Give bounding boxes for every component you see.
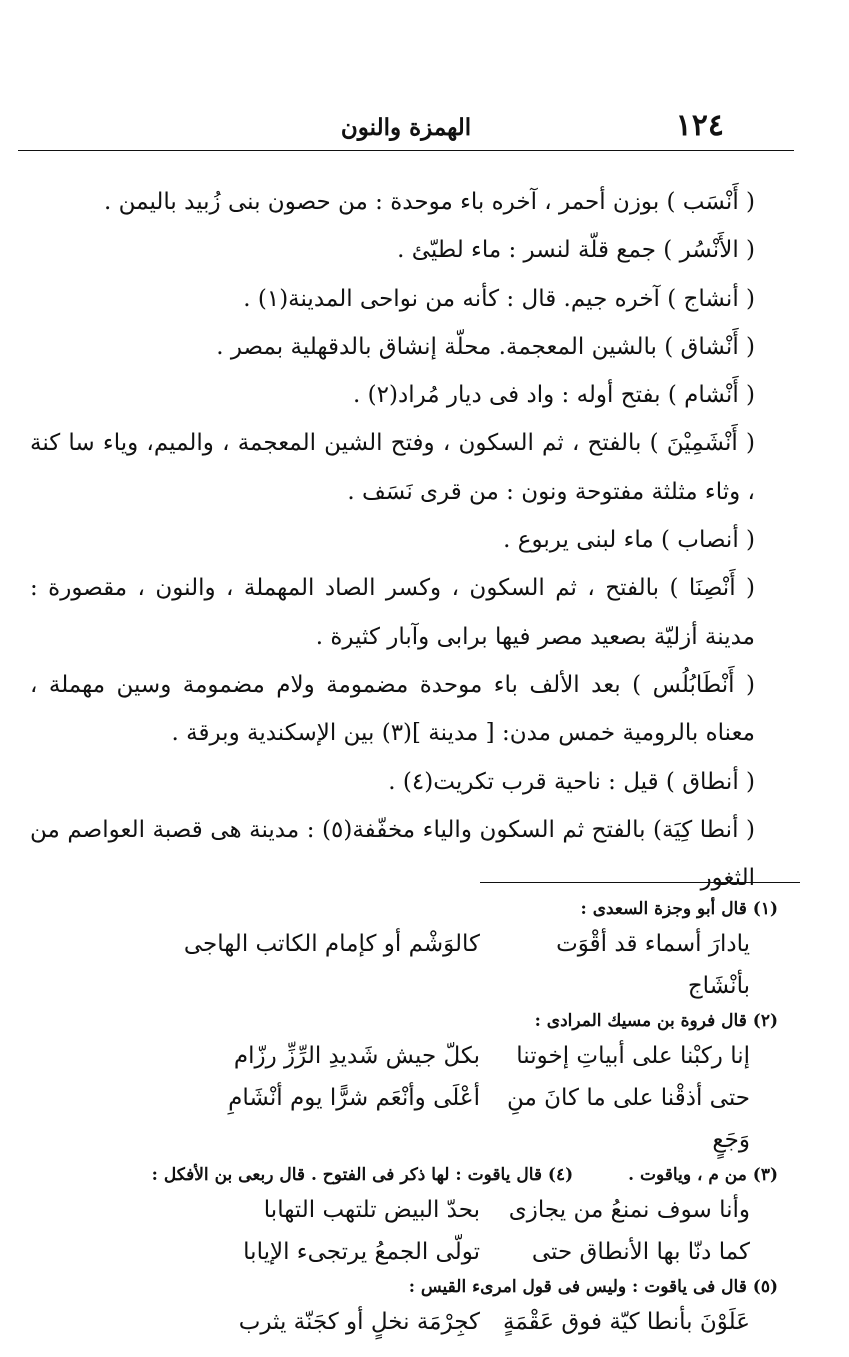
entry-anshaj: ( أنشاج ) آخره جيم. قال : كأنه من نواحى المدينة(١) . [243,285,755,312]
verse-second-hemistich: بحدّ البيض تلتهب التهابا [263,1197,480,1223]
footnote-4-verse-1 [30,1189,790,1231]
footnote-1-intro: (١) قال أبو وجزة السعدى : [580,899,778,919]
page-header [18,108,794,152]
verse-second-hemistich: أعْلَى وأنْعَم شرًّا يوم أنْشَامِ [228,1085,480,1111]
verse-first-hemistich: حتى أذقْنا على ما كانَ منِ وَجَعٍ [507,1085,750,1153]
entry-ansina: ( أَنْصِنَا ) بالفتح ، ثم السكون ، وكسر الصاد المهملة ، والنون ، مقصورة : مدينة أزليّة بصعيد مصر فيها برابى وآبار كثيرة . [30,575,755,650]
footnote-5-verse [30,1301,790,1343]
footnote-1-verse [30,923,790,1007]
footnote-separator [480,882,800,883]
verse-first-hemistich: إنا ركبْنا على أبياتِ إخوتنا [516,1043,750,1069]
footnote-2-intro: (٢) قال فروة بن مسيك المرادى : [534,1011,778,1031]
footnote-2-verse-2 [30,1077,790,1161]
entry-ansab-water: ( أنصاب ) ماء لبنى يربوع . [503,527,755,554]
footnote-2-verse-1 [30,1035,790,1077]
verse-first-hemistich: عَلَوْنَ بأنطا كيّة فوق عَقْمَةٍ [503,1309,750,1335]
verse-first-hemistich: يادارَ أسماء قد أقْوَت بأنْشَاج [556,931,750,999]
footnote-3-4-row [30,1161,790,1189]
verse-second-hemistich: كجِرْمَة نخلٍ أو كجَنّة يثرب [238,1309,480,1335]
footnote-4-intro: (٤) قال ياقوت : لها ذكر فى الفتوح . قال ربعى بن الأفكل : [151,1165,574,1185]
entry-antakiya: ( أنطا كِيَة) بالفتح ثم السكون والياء مخفّفة(٥) : مدينة هى قصبة العواصم من الثغور [30,816,755,892]
verse-second-hemistich: تولّى الجمعُ يرتجىء الإيابا [243,1239,480,1265]
verse-first-hemistich: وأنا سوف نمنعُ من يجازى [508,1197,750,1223]
entry-anshamin: ( أَنْشَمِيْنَ ) بالفتح ، ثم السكون ، وفتح الشين المعجمة ، والميم، وياء سا كنة ، وثاء مثلثة مفتوحة ونون : من قرى نَسَف . [30,430,755,505]
verse-second-hemistich: بكلّ جيش شَديدِ الرِّزِّ رزّام [233,1043,480,1069]
entry-anshaq: ( أَنْشاق ) بالشين المعجمة. محلّة إنشاق بالدقهلية بمصر . [216,333,755,360]
footnotes [30,895,790,1343]
entry-ansab: ( أَنْسَب ) بوزن أحمر ، آخره باء موحدة : من حصون بنى زُبيد باليمن . [104,189,755,215]
entry-antabulus: ( أَنْطَابُلُس ) بعد الألف باء موحدة مضمومة ولام مضمومة وسين مهملة ، معناه بالرومية خمس مدن: [ مدينة ](٣) بين الإسكندية وبرقة . [30,671,755,747]
page-number: ١٢٤ [675,108,724,143]
entry-antaq: ( أنطاق ) قيل : ناحية قرب تكريت(٤) . [388,768,755,795]
footnote-4-verse-2 [30,1231,790,1273]
verse-first-hemistich: كما دنّا بها الأنطاق حتى [531,1239,750,1265]
dictionary-entries [30,178,790,902]
entry-ansham: ( أَنْشام ) بفتح أوله : واد فى ديار مُراد(٢) . [353,382,755,409]
running-title: الهمزة والنون [340,114,472,141]
header-rule [18,150,794,151]
entry-al-ansur: ( الأَنْسُر ) جمع قلّة لنسر : ماء لطيّئ . [397,237,755,264]
footnote-5-intro: (٥) قال فى ياقوت : وليس فى قول امرىء القيس : [408,1277,778,1297]
footnote-3: (٣) من م ، وياقوت . [628,1165,778,1185]
verse-second-hemistich: كالوَشْم أو كإمام الكاتب الهاجى [183,931,480,957]
